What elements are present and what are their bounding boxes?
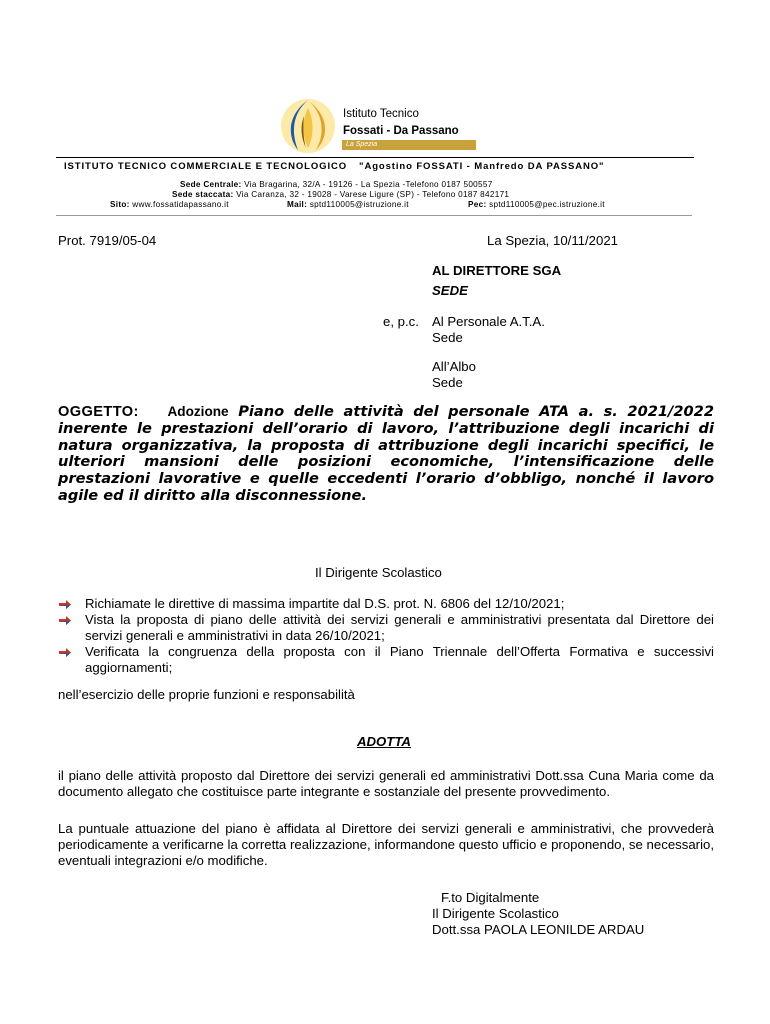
pec-label: Pec:: [468, 200, 487, 209]
sede-staccata-label: Sede staccata:: [172, 190, 234, 199]
arrow-bullet-icon: [58, 645, 72, 659]
pec-line: [468, 200, 605, 209]
school-logo-icon: [276, 98, 340, 154]
sede-staccata: [172, 190, 509, 199]
sede-staccata-value: Via Caranza, 32 - 19028 - Varese Ligure (SP) - Telefono 0187 842171: [233, 190, 510, 199]
list-item: [58, 644, 714, 676]
epc-label: e, p.c.: [383, 314, 419, 329]
signature-name: Dott.ssa PAOLA LEONILDE ARDAU: [432, 922, 645, 937]
sito-label: Sito:: [110, 200, 130, 209]
sede-centrale-value: Via Bragarina, 32/A - 19126 - La Spezia -Telefono 0187 500557: [241, 180, 493, 189]
paragraph-piano: il piano delle attività proposto dal Direttore dei servizi generali ed amministrativi Dott.ssa Cuna Maria come da documento allegato che costituisce parte integrante e sostanziale del presente provvedimento.: [58, 768, 714, 800]
logo-band-text: La Spezia: [346, 141, 378, 148]
adotta-heading: ADOTTA: [357, 734, 411, 749]
esercizio-line: nell’esercizio delle proprie funzioni e responsabilità: [58, 687, 355, 702]
subject-text: Piano delle attività del personale ATA a. s. 2021/2022 inerente le prestazioni dell’orario di lavoro, l’attribuzione degli incarichi di natura organizzativa, la proposta di attribuzione degli incarichi specifici, le ulteriori mansioni delle posizioni economiche, l’intensificazione delle prestazioni lavorative e quelle eccedenti l’orario d’obbligo, nonché il lavoro agile ed il diritto alla disconnessione.: [58, 403, 714, 504]
school-logo: [276, 98, 506, 154]
subject-block: [58, 404, 714, 505]
header-title: [64, 161, 604, 172]
dirigente-heading: Il Dirigente Scolastico: [315, 565, 442, 580]
logo-line2: Fossati - Da Passano: [343, 125, 459, 137]
logo-band: [342, 140, 476, 150]
header-title-right: "Agostino FOSSATI - Manfredo DA PASSANO": [359, 161, 605, 172]
list-item: [58, 612, 714, 644]
subject-label: OGGETTO:: [58, 404, 139, 420]
bullet-text: Verificata la congruenza della proposta con il Piano Triennale dell’Offerta Formativa e successivi aggiornamenti;: [85, 644, 714, 675]
pec-link[interactable]: sptd110005@pec.istruzione.it: [486, 200, 605, 209]
paragraph-attuazione: La puntuale attuazione del piano è affidata al Direttore dei servizi generali e amministrativi, che provvederà periodicamente a verificarne la corretta realizzazione, informandone questo ufficio e proponendo, se necessario, eventuali integrazioni e/o modifiche.: [58, 821, 714, 869]
recipient-albo-sede: Sede: [432, 375, 463, 390]
header-title-left: ISTITUTO TECNICO COMMERCIALE E TECNOLOGICO: [64, 161, 348, 172]
list-item: [58, 596, 714, 612]
bullet-text: Richiamate le direttive di massima impartite dal D.S. prot. N. 6806 del 12/10/2021;: [85, 596, 565, 611]
logo-line1: Istituto Tecnico: [343, 108, 419, 120]
signature-digital: F.to Digitalmente: [441, 890, 540, 905]
sito-link[interactable]: www.fossatidapassano.it: [129, 200, 229, 209]
recipient-direttore-sede: SEDE: [432, 283, 468, 298]
mail-label: Mail:: [287, 200, 308, 209]
sito-line: [110, 200, 229, 209]
header-rule: [56, 157, 694, 158]
place-date: La Spezia, 10/11/2021: [487, 233, 619, 248]
bullet-text: Vista la proposta di piano delle attività dei servizi generali e amministrativi presentata dal Direttore dei servizi generali e amministrativi in data 26/10/2021;: [85, 612, 714, 643]
header-bottom-rule: [56, 215, 692, 216]
mail-line: [287, 200, 409, 209]
sede-centrale-label: Sede Centrale:: [180, 180, 242, 189]
arrow-bullet-icon: [58, 613, 72, 627]
recipient-personale: Al Personale A.T.A.: [432, 314, 545, 329]
recipient-direttore: AL DIRETTORE SGA: [432, 263, 562, 278]
subject-adozione: Adozione: [167, 404, 229, 419]
recipient-albo: All’Albo: [432, 359, 476, 374]
signature-role: Il Dirigente Scolastico: [432, 906, 559, 921]
protocol-number: Prot. 7919/05-04: [58, 233, 157, 248]
sede-centrale: [180, 180, 493, 189]
recipient-personale-sede: Sede: [432, 330, 463, 345]
arrow-bullet-icon: [58, 597, 72, 611]
mail-link[interactable]: sptd110005@istruzione.it: [307, 200, 409, 209]
